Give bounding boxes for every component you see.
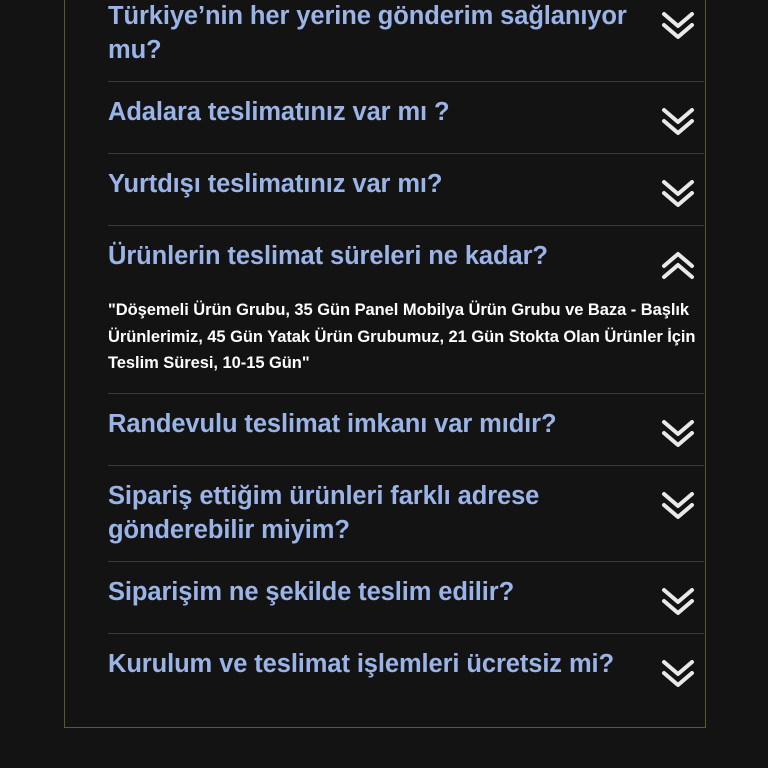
faq-item-header[interactable] <box>108 394 704 465</box>
faq-item[interactable] <box>108 154 704 226</box>
faq-item[interactable] <box>108 634 704 705</box>
faq-item[interactable] <box>108 466 704 562</box>
faq-question: Kurulum ve teslimat işlemleri ücretsiz mi? <box>108 649 614 678</box>
faq-question: Siparişim ne şekilde teslim edilir? <box>108 577 515 606</box>
faq-question: Yurtdışı teslimatınız var mı? <box>108 169 443 198</box>
faq-item-header[interactable] <box>108 466 704 561</box>
chevron-down-icon[interactable] <box>658 174 698 212</box>
faq-item-header[interactable] <box>108 154 704 225</box>
faq-item-header[interactable] <box>108 0 704 81</box>
faq-item[interactable] <box>108 82 704 154</box>
chevron-down-icon[interactable] <box>658 414 698 452</box>
chevron-down-icon[interactable] <box>658 102 698 140</box>
faq-item-header[interactable] <box>108 82 704 153</box>
faq-question: Randevulu teslimat imkanı var mıdır? <box>108 409 557 438</box>
faq-item[interactable] <box>108 562 704 634</box>
faq-item[interactable] <box>108 394 704 466</box>
faq-answer: "Döşemeli Ürün Grubu, 35 Gün Panel Mobilya Ürün Grubu ve Baza - Başlık Ürünlerimiz, 45 Gün Yatak Ürün Grubumuz, 21 Gün Stokta Olan Ürünler İçin Teslim Süresi, 10-15 Gün" <box>108 300 696 373</box>
chevron-down-icon[interactable] <box>658 486 698 524</box>
chevron-down-icon[interactable] <box>658 6 698 44</box>
faq-item-header[interactable] <box>108 634 704 705</box>
chevron-down-icon[interactable] <box>658 582 698 620</box>
faq-item-expanded[interactable] <box>108 226 704 394</box>
faq-question: Sipariş ettiğim ürünleri farklı adrese gönderebilir miyim? <box>108 481 540 544</box>
chevron-up-icon[interactable] <box>658 246 698 284</box>
faq-question: Adalara teslimatınız var mı ? <box>108 97 450 126</box>
chevron-down-icon[interactable] <box>658 654 698 692</box>
faq-question: Ürünlerin teslimat süreleri ne kadar? <box>108 241 548 270</box>
faq-item[interactable] <box>108 0 704 82</box>
faq-item-header[interactable] <box>108 562 704 633</box>
faq-question: Türkiye’nin her yerine gönderim sağlanıyor mu? <box>108 2 627 64</box>
faq-item-header[interactable] <box>108 226 704 297</box>
faq-accordion <box>108 0 704 705</box>
